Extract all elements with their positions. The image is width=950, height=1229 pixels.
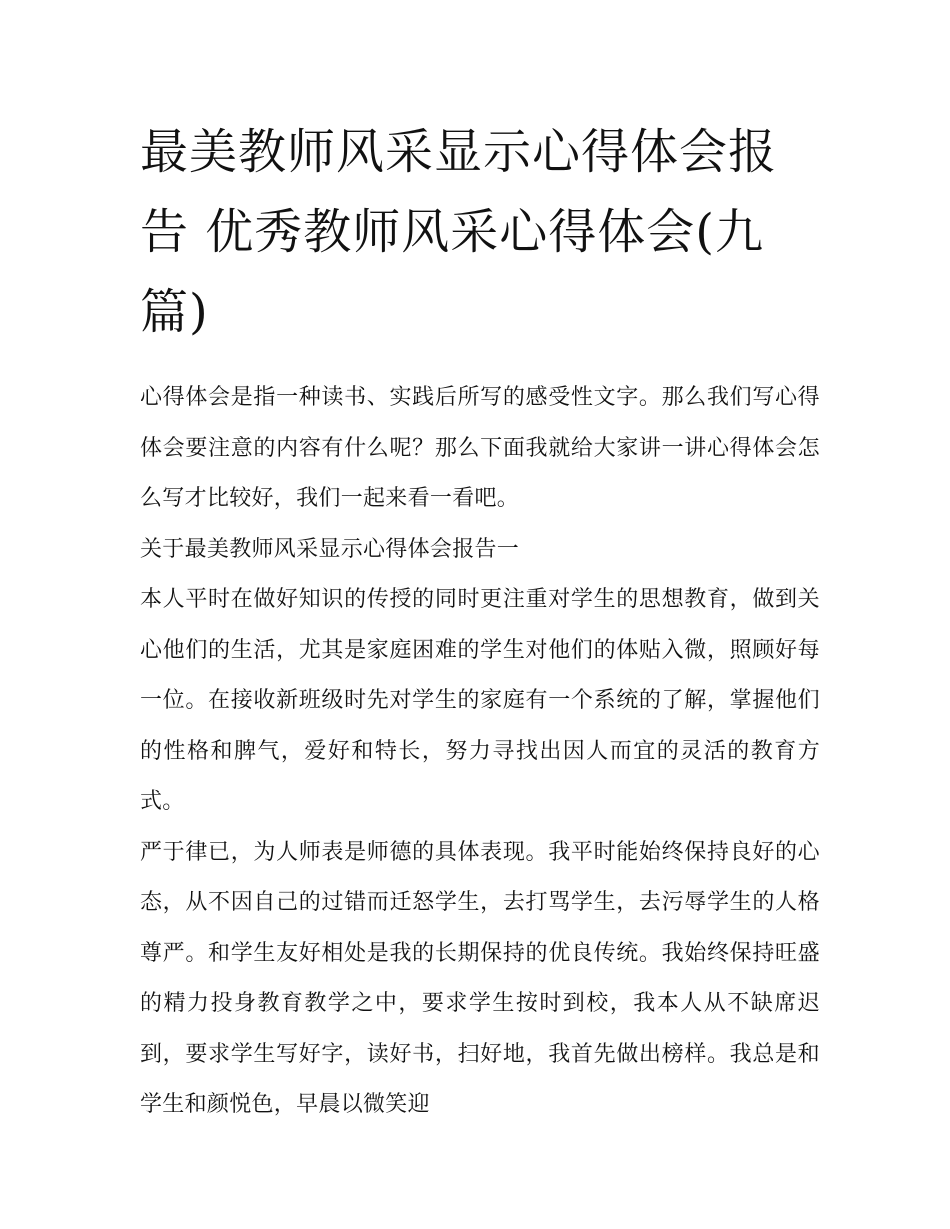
section-heading: 关于最美教师风采显示心得体会报告一 — [140, 536, 520, 562]
intro-paragraph: 心得体会是指一种读书、实践后所写的感受性文字。那么我们写心得体会要注意的内容有什么呢？那么下面我就给大家讲一讲心得体会怎么写才比较好，我们一起来看一看吧。 — [140, 385, 820, 511]
document-body — [140, 373, 820, 1131]
body-paragraph: 严于律已，为人师表是师德的具体表现。我平时能始终保持良好的心态，从不因自己的过错而迁怒学生，去打骂学生，去污辱学生的人格尊严。和学生友好相处是我的长期保持的优良传统。我始终保持旺盛的精力投身教育教学之中，要求学生按时到校，我本人从不缺席迟到，要求学生写好字，读好书，扫好地，我首先做出榜样。我总是和学生和颜悦色，早晨以微笑迎 — [140, 839, 820, 1117]
document-title: 最美教师风采显示心得体会报告 优秀教师风采心得体会(九篇) — [140, 124, 778, 340]
body-paragraph: 本人平时在做好知识的传授的同时更注重对学生的思想教育，做到关心他们的生活，尤其是家庭困难的学生对他们的体贴入微，照顾好每一位。在接收新班级时先对学生的家庭有一个系统的了解，掌握他们的性格和脾气，爱好和特长，努力寻找出因人而宜的灵活的教育方式。 — [140, 587, 820, 814]
document-page — [140, 112, 820, 1131]
